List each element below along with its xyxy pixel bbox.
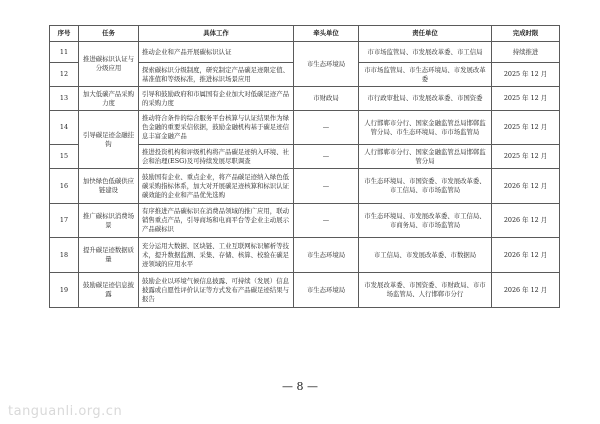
table-row <box>50 204 560 238</box>
cell-deadline: 2026 年 12 月 <box>492 238 560 273</box>
header-task: 任务 <box>79 26 139 42</box>
cell-no: 19 <box>50 273 79 308</box>
table-header-row <box>50 26 560 42</box>
cell-task: 加快绿色低碳供应链建设 <box>79 169 139 204</box>
header-resp: 责任单位 <box>359 26 492 42</box>
cell-deadline: 2025 年 12 月 <box>492 87 560 111</box>
cell-no: 11 <box>50 42 79 63</box>
cell-work: 鼓励企业以环境气候信息披露、可持续（发展）信息披露或自愿性评价认证等方式发布产品碳足迹结果与报告 <box>139 273 294 308</box>
cell-deadline: 2026 年 12 月 <box>492 204 560 238</box>
cell-resp: 人行邯郸市分行、国家金融监管总局邯郸监管分局 <box>359 145 492 169</box>
table-row <box>50 42 560 63</box>
cell-no: 14 <box>50 111 79 145</box>
watermark: tanguanli.org.cn <box>8 404 123 419</box>
cell-resp: 人行邯郸市分行、国家金融监管总局邯郸监管分局、市生态环境局、市市场监管局 <box>359 111 492 145</box>
cell-task: 推广碳标识消费场景 <box>79 204 139 238</box>
cell-lead: — <box>294 145 359 169</box>
cell-no: 15 <box>50 145 79 169</box>
table-row <box>50 273 560 308</box>
cell-task: 推进碳标识认证与分级应用 <box>79 42 139 87</box>
cell-no: 12 <box>50 63 79 87</box>
cell-work: 充分运用大数据、区块链、工业互联网标识解析等技术，提升数据监测、采集、存储、核算、校验在碳足迹领域的应用水平 <box>139 238 294 273</box>
cell-deadline: 2025 年 12 月 <box>492 111 560 145</box>
cell-task: 加大低碳产品采购力度 <box>79 87 139 111</box>
cell-resp: 市发展改革委、市国资委、市财政局、市市场监管局、人行邯郸市分行 <box>359 273 492 308</box>
cell-deadline: 2025 年 12 月 <box>492 145 560 169</box>
table-row <box>50 111 560 145</box>
cell-no: 18 <box>50 238 79 273</box>
cell-task: 引导碳足迹金融挂钩 <box>79 111 139 169</box>
cell-task: 鼓励碳足迹信息披露 <box>79 273 139 308</box>
cell-lead: 市生态环境局 <box>294 238 359 273</box>
cell-resp: 市市场监管局、市发展改革委、市工信局 <box>359 42 492 63</box>
cell-work: 推动企业和产品开展碳标识认证 <box>139 42 294 63</box>
header-work: 具体工作 <box>139 26 294 42</box>
cell-work: 鼓励国有企业、重点企业，将产品碳足迹纳入绿色低碳采购指标体系，加大对开展碳足迹核算和标识认证碳效能的企业和产品优先选购 <box>139 169 294 204</box>
header-lead: 牵头单位 <box>294 26 359 42</box>
table-row <box>50 238 560 273</box>
cell-deadline: 2026 年 12 月 <box>492 169 560 204</box>
cell-deadline: 2026 年 12 月 <box>492 273 560 308</box>
cell-resp: 市工信局、市发展改革委、市数据局 <box>359 238 492 273</box>
header-deadline: 完成时限 <box>492 26 560 42</box>
cell-lead: 市生态环境局 <box>294 42 359 87</box>
page-number: — 8 — <box>282 380 318 393</box>
cell-lead: — <box>294 169 359 204</box>
cell-lead: 市财政局 <box>294 87 359 111</box>
cell-lead: 市生态环境局 <box>294 273 359 308</box>
cell-lead: — <box>294 204 359 238</box>
cell-work: 有序推进产品碳标识在消费品领域的推广应用，联动销售重点产品，引导商场和电商平台等企业主动展示产品碳标识 <box>139 204 294 238</box>
cell-deadline: 持续推进 <box>492 42 560 63</box>
task-table-container <box>49 25 559 308</box>
table-row <box>50 87 560 111</box>
cell-deadline: 2025 年 12 月 <box>492 63 560 87</box>
cell-no: 16 <box>50 169 79 204</box>
cell-resp: 市行政审批局、市发展改革委、市国资委 <box>359 87 492 111</box>
cell-no: 13 <box>50 87 79 111</box>
task-table <box>49 25 560 308</box>
cell-task: 提升碳足迹数据质量 <box>79 238 139 273</box>
cell-work: 引导和鼓励政府和市属国有企业加大对低碳足迹产品的采购力度 <box>139 87 294 111</box>
cell-resp: 市生态环境局、市国资委、市发展改革委、市工信局、市市场监管局 <box>359 169 492 204</box>
cell-work: 推动符合条件的综合服务平台核算与认证结果作为绿色金融的重要采信依据，鼓励金融机构基于碳足迹信息丰富金融产品 <box>139 111 294 145</box>
cell-lead: — <box>294 111 359 145</box>
cell-resp: 市生态环境局、市发展改革委、市工信局、市商务局、市市场监管局 <box>359 204 492 238</box>
cell-resp: 市市场监管局、市生态环境局、市发展改革委 <box>359 63 492 87</box>
cell-work: 推进投资机构和评级机构将产品碳足迹纳入环境、社会和治理(ESG)及可持续发展尽职调查 <box>139 145 294 169</box>
table-row <box>50 169 560 204</box>
cell-work: 探索碳标识分级制度，研究制定产品碳足迹限定值、基准值和等级标准，推进标识场景应用 <box>139 63 294 87</box>
cell-no: 17 <box>50 204 79 238</box>
header-no: 序号 <box>50 26 79 42</box>
